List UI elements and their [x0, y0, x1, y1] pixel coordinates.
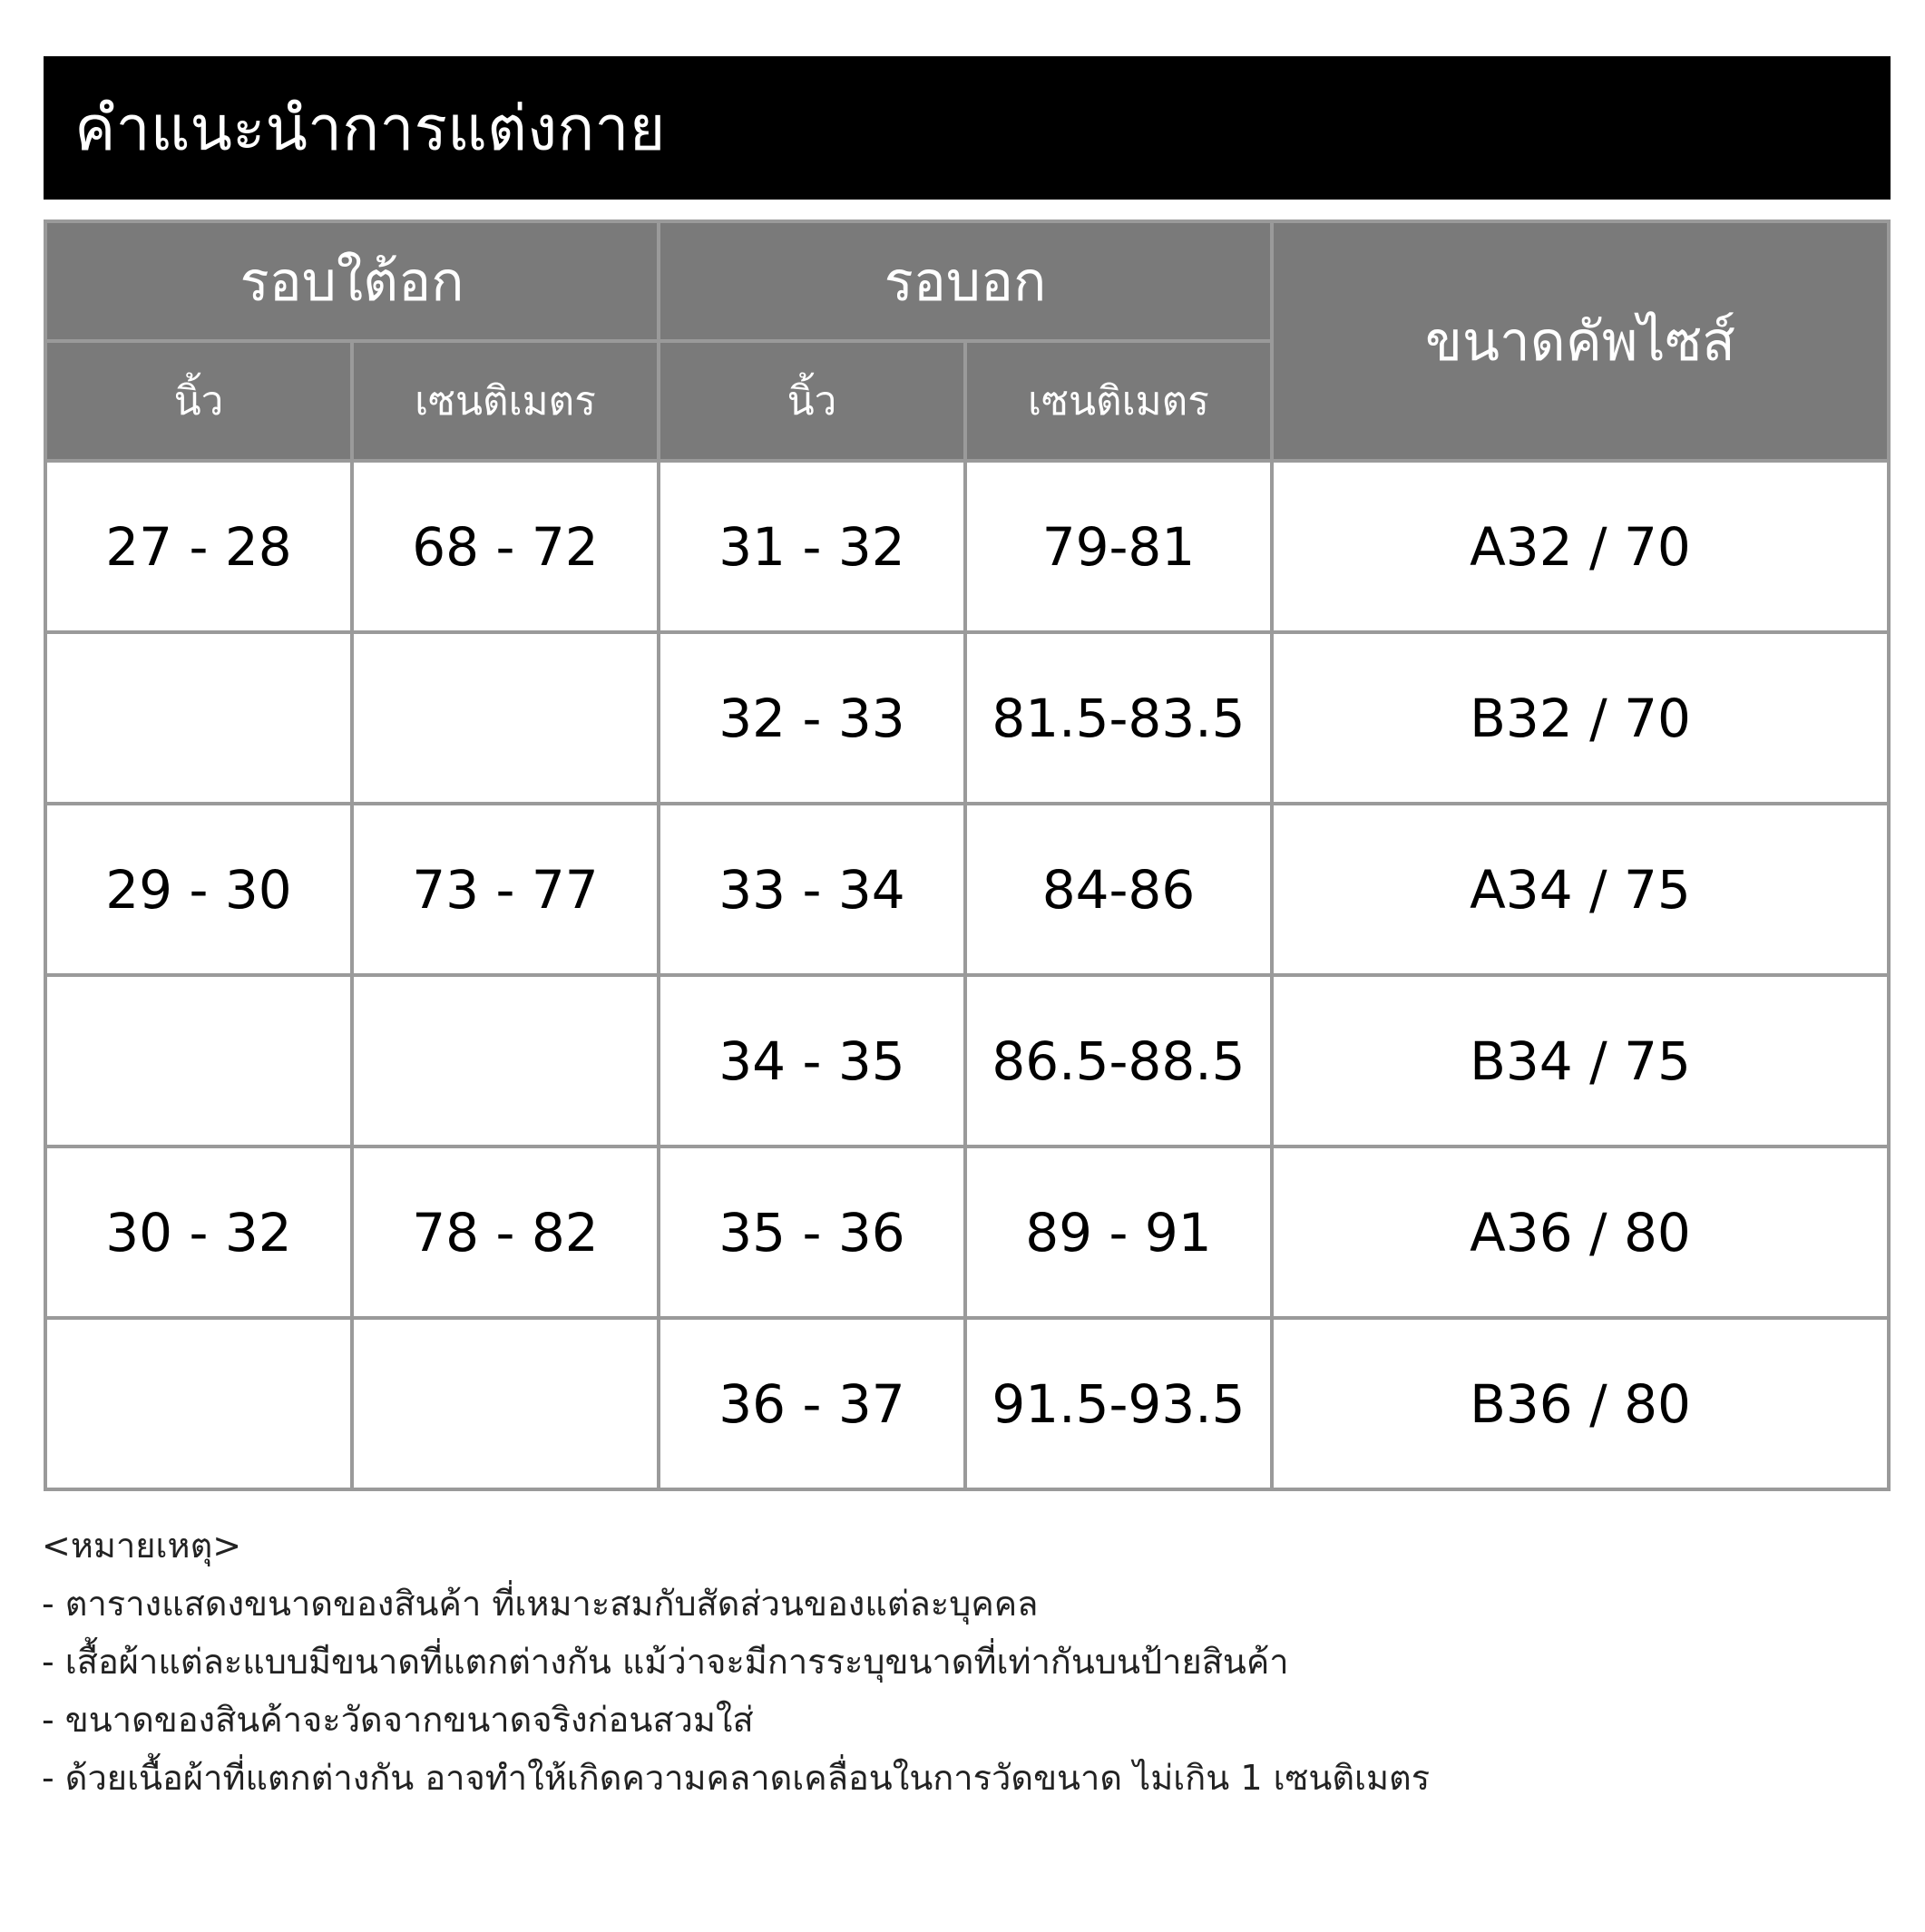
bust-inch-header: นิ้ว [659, 341, 965, 461]
cup-size-cell: B36 / 80 [1272, 1318, 1889, 1489]
note-line: - ด้วยเนื้อผ้าที่แตกต่างกัน อาจทำให้เกิดความคลาดเคลื่อนในการวัดขนาด ไม่เกิน 1 เซนติเมตร [42, 1758, 1431, 1798]
underbust-cm-cell: 68 - 72 [352, 461, 659, 632]
table-row [45, 975, 1889, 1147]
page-title: คำแนะนำการแต่งกาย [74, 93, 666, 165]
cup-size-cell: A32 / 70 [1272, 461, 1889, 632]
bust-inch-cell: 36 - 37 [659, 1318, 965, 1489]
underbust-cm-header: เซนติเมตร [352, 341, 659, 461]
table-row [45, 804, 1889, 975]
bust-inch-cell: 33 - 34 [659, 804, 965, 975]
underbust-cm-cell: 73 - 77 [352, 804, 659, 975]
size-chart-table [44, 220, 1891, 1491]
underbust-inch-cell [45, 632, 352, 804]
notes-section [42, 1517, 1430, 1807]
underbust-cm-cell [352, 1318, 659, 1489]
underbust-inch-cell: 29 - 30 [45, 804, 352, 975]
table-row [45, 461, 1889, 632]
cup-size-header: ขนาดคัพไซส์ [1272, 221, 1889, 461]
notes-heading: <หมายเหตุ> [42, 1526, 242, 1566]
cup-size-cell: B32 / 70 [1272, 632, 1889, 804]
cup-size-cell: B34 / 75 [1272, 975, 1889, 1147]
bust-cm-cell: 81.5-83.5 [965, 632, 1272, 804]
bust-header: รอบอก [659, 221, 1272, 341]
underbust-cm-cell [352, 975, 659, 1147]
bust-inch-cell: 31 - 32 [659, 461, 965, 632]
bust-cm-cell: 91.5-93.5 [965, 1318, 1272, 1489]
underbust-cm-cell [352, 632, 659, 804]
bust-cm-cell: 84-86 [965, 804, 1272, 975]
bust-cm-cell: 89 - 91 [965, 1147, 1272, 1318]
underbust-inch-cell [45, 975, 352, 1147]
bust-cm-cell: 86.5-88.5 [965, 975, 1272, 1147]
underbust-inch-cell: 30 - 32 [45, 1147, 352, 1318]
underbust-header: รอบใต้อก [45, 221, 659, 341]
note-line: - ตารางแสดงขนาดของสินค้า ที่เหมาะสมกับสัดส่วนของแต่ละบุคคล [42, 1584, 1039, 1624]
underbust-inch-header: นิ้ว [45, 341, 352, 461]
title-bar [44, 56, 1891, 200]
table-row [45, 632, 1889, 804]
bust-cm-cell: 79-81 [965, 461, 1272, 632]
underbust-inch-cell: 27 - 28 [45, 461, 352, 632]
bust-cm-header: เซนติเมตร [965, 341, 1272, 461]
table-row [45, 1318, 1889, 1489]
note-line: - เสื้อผ้าแต่ละแบบมีขนาดที่แตกต่างกัน แม้ว่าจะมีการระบุขนาดที่เท่ากันบนป้ายสินค้า [42, 1642, 1289, 1682]
note-line: - ขนาดของสินค้าจะวัดจากขนาดจริงก่อนสวมใส่ [42, 1700, 754, 1740]
underbust-inch-cell [45, 1318, 352, 1489]
cup-size-cell: A34 / 75 [1272, 804, 1889, 975]
cup-size-cell: A36 / 80 [1272, 1147, 1889, 1318]
bust-inch-cell: 34 - 35 [659, 975, 965, 1147]
table-row [45, 1147, 1889, 1318]
underbust-cm-cell: 78 - 82 [352, 1147, 659, 1318]
bust-inch-cell: 32 - 33 [659, 632, 965, 804]
bust-inch-cell: 35 - 36 [659, 1147, 965, 1318]
